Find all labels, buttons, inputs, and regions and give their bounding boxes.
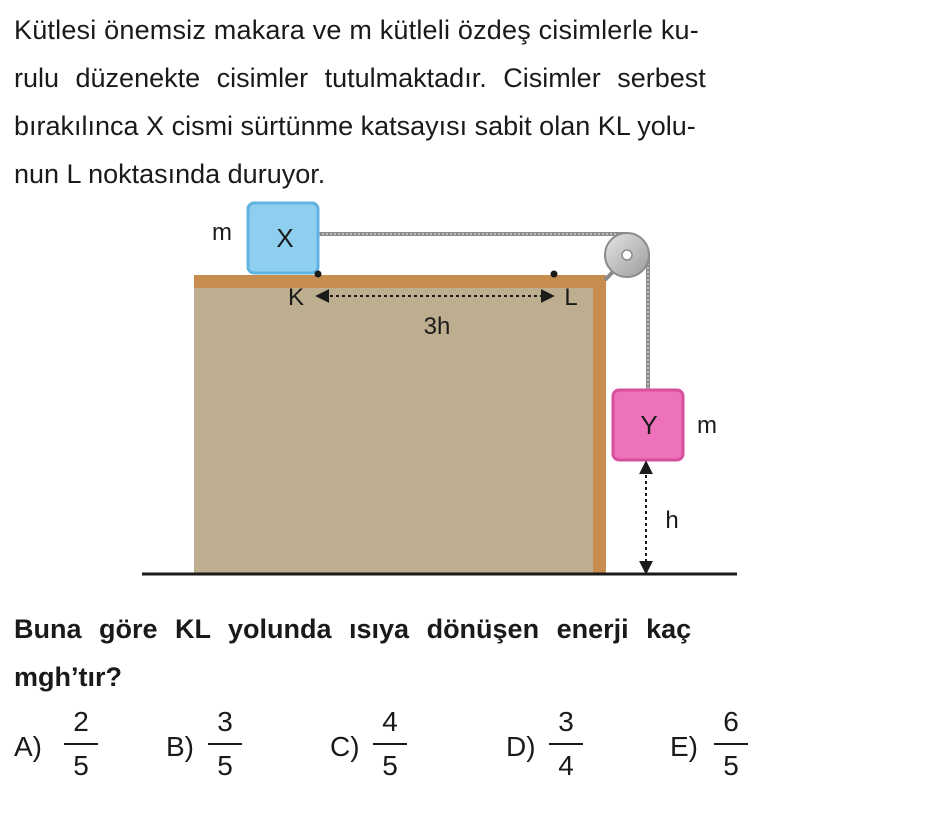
option-a-letter: A): [14, 731, 42, 762]
fraction-bar: [549, 743, 583, 745]
distance-kl-label: 3h: [423, 313, 451, 340]
fraction-bar: [208, 743, 242, 745]
block-y-mass: m: [697, 412, 717, 439]
fraction-bar: [373, 743, 407, 745]
option-c-numerator: 4: [382, 706, 398, 737]
block-y: [613, 390, 683, 460]
point-k-dot: [315, 271, 322, 278]
height-h-label: h: [665, 507, 679, 534]
problem-line-4: nun L noktasında duruyor.: [14, 159, 326, 189]
block-y-label: Y: [640, 410, 658, 440]
option-e-denominator: 5: [723, 750, 739, 781]
option-c-fraction: [373, 705, 407, 783]
option-b-numerator: 3: [217, 706, 233, 737]
block-x: [248, 203, 318, 273]
table-top-edge: [194, 275, 606, 288]
point-l-dot: [551, 271, 558, 278]
problem-line-3: bırakılınca X cismi sürtünme katsayısı sabit olan KL yolu-: [14, 111, 696, 141]
option-d-numerator: 3: [558, 706, 574, 737]
fraction-bar: [64, 743, 98, 745]
option-b-fraction: [208, 705, 242, 783]
option-d-letter: D): [506, 731, 536, 762]
option-e-numerator: 6: [723, 706, 739, 737]
fraction-bar: [714, 743, 748, 745]
question-line-1: Buna göre KL yolunda ısıya dönüşen enerji kaç: [14, 614, 692, 644]
point-k-label: K: [287, 284, 305, 311]
table-right-edge: [593, 275, 606, 574]
option-c-denominator: 5: [382, 750, 398, 781]
option-b-denominator: 5: [217, 750, 233, 781]
option-d-fraction: [549, 705, 583, 783]
problem-line-1: Kütlesi önemsiz makara ve m kütleli özdeş cisimlerle ku-: [14, 15, 699, 45]
option-c-letter: C): [330, 731, 360, 762]
option-e-fraction: [714, 705, 748, 783]
option-e-letter: E): [670, 731, 698, 762]
option-a-denominator: 5: [73, 750, 89, 781]
pulley-icon: [605, 233, 649, 277]
block-x-mass: m: [212, 219, 232, 246]
block-x-label: X: [276, 223, 294, 253]
point-l-label: L: [564, 284, 578, 311]
option-a-numerator: 2: [73, 706, 89, 737]
option-d-denominator: 4: [558, 750, 574, 781]
question-line-2: mgh’tır?: [14, 662, 122, 692]
option-b-letter: B): [166, 731, 194, 762]
option-a-fraction: [64, 705, 98, 783]
table-body: [194, 275, 606, 574]
problem-line-2: rulu düzenekte cisimler tutulmaktadır. Cisimler serbest: [14, 63, 706, 93]
